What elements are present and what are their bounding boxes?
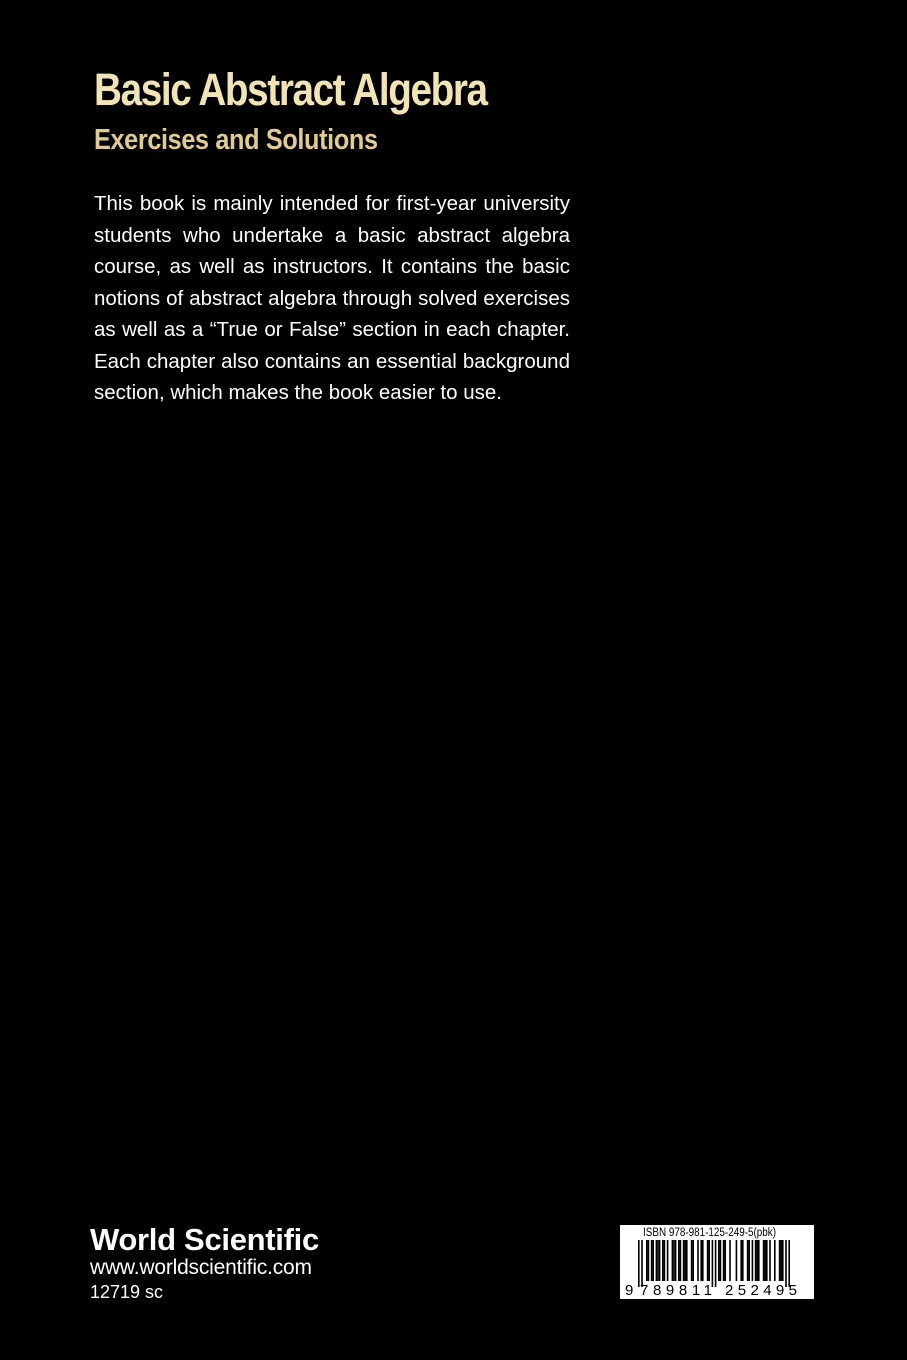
barcode-bar (740, 1240, 742, 1281)
barcode-bar (657, 1240, 659, 1281)
barcode-bar (659, 1240, 661, 1281)
barcode-first-digit: 9 (625, 1282, 634, 1299)
barcode-bar (785, 1240, 787, 1287)
barcode-bar (788, 1240, 790, 1287)
isbn-label: ISBN 978-981-125-249-5(pbk) (643, 1227, 777, 1239)
barcode-bar (782, 1240, 784, 1281)
barcode-right-digits: 252495 (725, 1282, 797, 1299)
barcode-bar (702, 1240, 704, 1281)
barcode-bar (718, 1240, 720, 1281)
barcode-bar (684, 1240, 686, 1281)
barcode-left-digits: 789811 (640, 1282, 712, 1299)
barcode-bar (673, 1240, 675, 1281)
barcode-bar (648, 1240, 650, 1281)
barcode-bar (747, 1240, 749, 1281)
barcode-bar (708, 1240, 710, 1281)
barcode-bar (656, 1240, 658, 1281)
barcode-bar (758, 1240, 760, 1281)
barcode-bar (780, 1240, 782, 1281)
barcode-bar (638, 1240, 640, 1287)
isbn-barcode (620, 1225, 814, 1299)
barcode-bar (692, 1240, 694, 1281)
catalog-code: 12719 sc (90, 1282, 164, 1302)
barcode-bar (756, 1240, 758, 1281)
book-description: This book is mainly intended for first-year university students who undertake a basic abstract algebra course, as well as instructors. It contains the basic notions of abstract algebra through solved exercises as well as a “True or False” section in each chapter. Each chapter also contains an essential background section, which makes the book easier to use. (94, 192, 570, 404)
barcode-bar (724, 1240, 726, 1281)
barcode-bar (774, 1240, 776, 1281)
barcode-bar (691, 1240, 693, 1281)
barcode-bar (675, 1240, 677, 1281)
barcode-bar (764, 1240, 766, 1281)
barcode-bar (748, 1240, 750, 1281)
barcode-bar (723, 1240, 725, 1281)
barcode-bar (707, 1240, 709, 1281)
barcode-bar (763, 1240, 765, 1281)
book-title: Basic Abstract Algebra (94, 64, 487, 115)
barcode-bar (667, 1240, 669, 1281)
barcode-bar (652, 1240, 654, 1281)
barcode-bar (680, 1240, 682, 1281)
barcode-bar (766, 1240, 768, 1281)
barcode-bar (769, 1240, 771, 1281)
barcode-bar (697, 1240, 699, 1281)
barcode-bar (729, 1240, 731, 1281)
barcode-bar (651, 1240, 653, 1281)
barcode-bar (720, 1240, 722, 1281)
barcode-bar (662, 1240, 664, 1281)
barcode-bar (700, 1240, 702, 1281)
barcode-bar (683, 1240, 685, 1281)
barcode-bar (678, 1240, 680, 1281)
barcode-bar (779, 1240, 781, 1281)
barcode-bar (641, 1240, 643, 1287)
barcode-bar (742, 1240, 744, 1281)
barcode-bar (715, 1240, 717, 1287)
barcode-bar (664, 1240, 666, 1281)
publisher-name: World Scientific (90, 1222, 319, 1257)
barcode-bar (672, 1240, 674, 1281)
barcode-bar (752, 1240, 754, 1281)
barcode-bar (712, 1240, 714, 1287)
barcode-bar (646, 1240, 648, 1281)
book-subtitle: Exercises and Solutions (94, 124, 378, 156)
barcode-bar (686, 1240, 688, 1281)
publisher-website: www.worldscientific.com (90, 1256, 312, 1279)
barcode-bar (755, 1240, 757, 1281)
barcode-bar (736, 1240, 738, 1281)
